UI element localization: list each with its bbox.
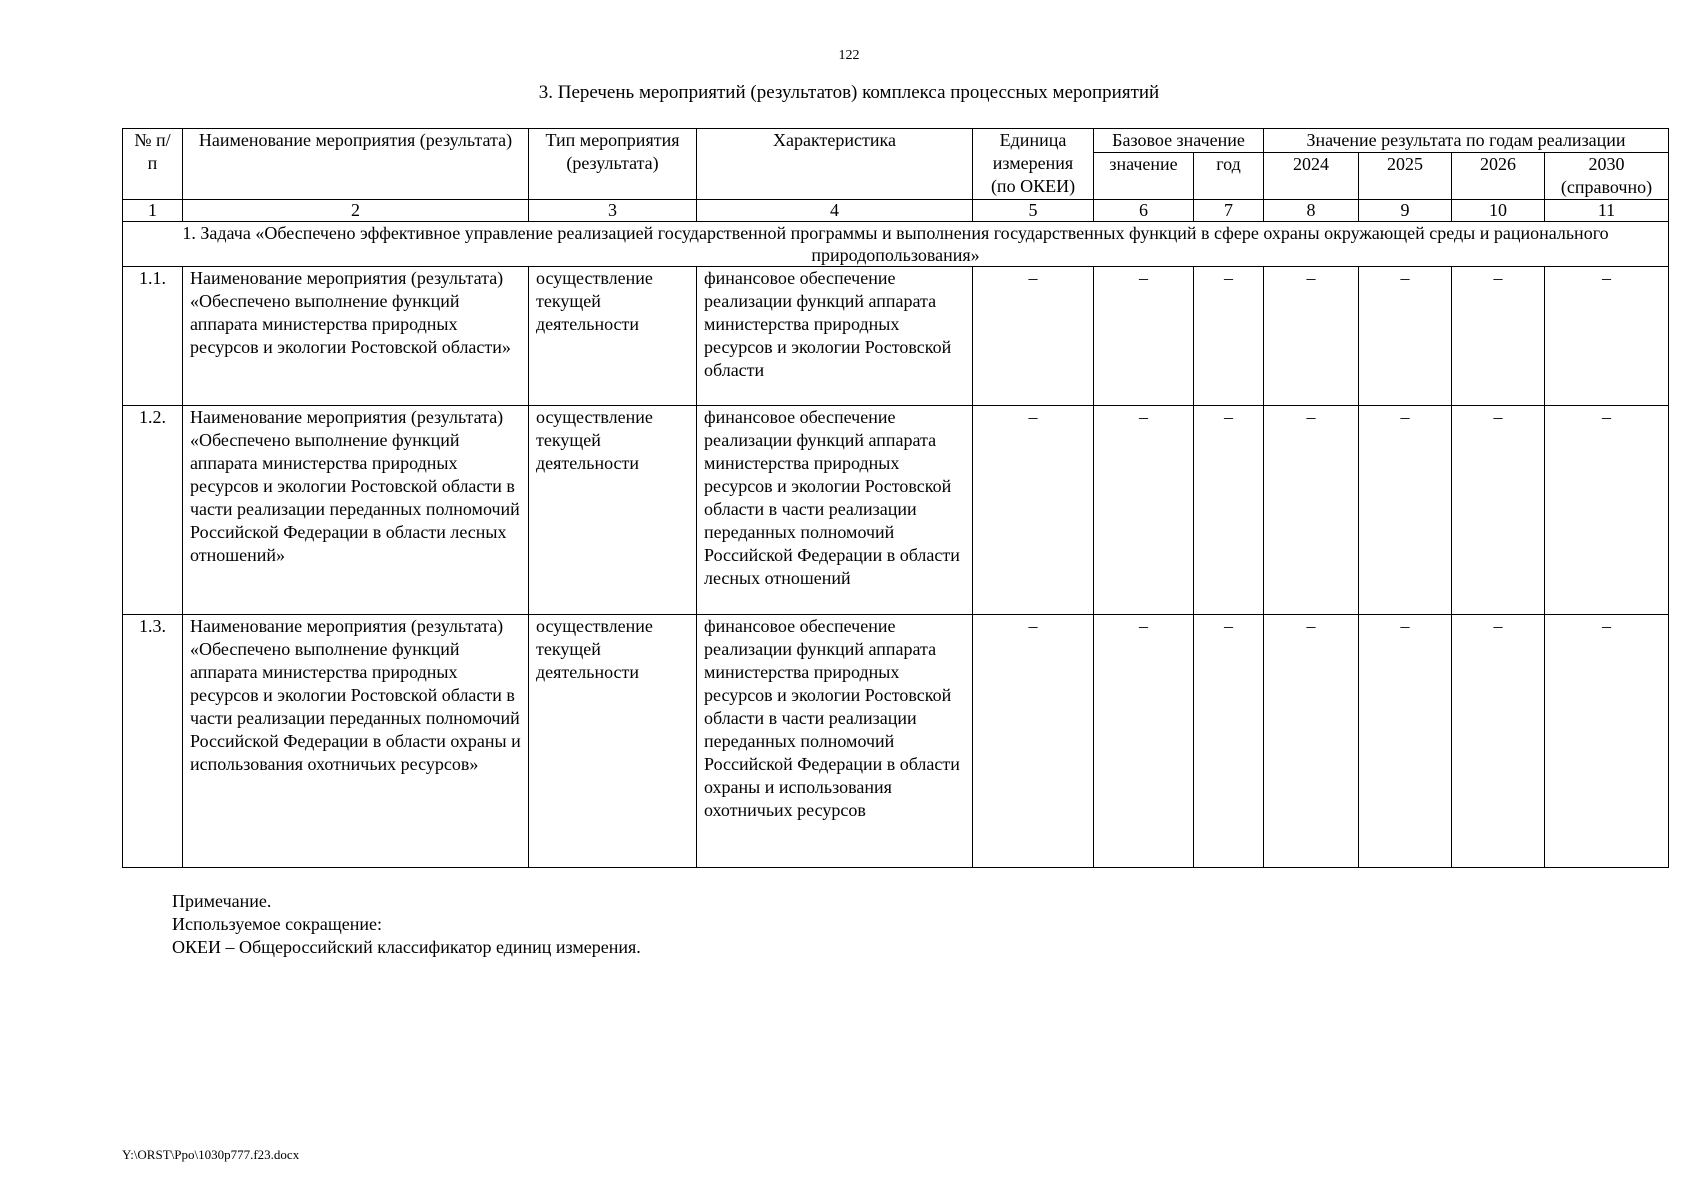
col-number: 1: [123, 200, 183, 222]
page-number: 122: [838, 48, 860, 63]
row-characteristic: финансовое обеспечение реализации функций аппарата министерства природных ресурсов и экологии Ростовской области в части реализации переданных полномочий Российской Федерации в области охраны и использования охотничьих ресурсов: [697, 615, 973, 868]
note-abbrev-label: Используемое сокращение:: [172, 914, 382, 934]
row-value: –: [973, 406, 1094, 615]
header-characteristic: Характеристика: [697, 129, 973, 200]
col-number: 10: [1452, 200, 1545, 222]
row-name: Наименование мероприятия (результата) «Обеспечено выполнение функций аппарата министерства природных ресурсов и экологии Ростовской области в части реализации переданных полномочий Российской Федерации в области охраны и использования охотничьих ресурсов»: [183, 615, 529, 868]
row-type: осуществление текущей деятельности: [529, 615, 697, 868]
header-base: Базовое значение: [1094, 129, 1264, 153]
row-number: 1.1.: [123, 267, 183, 406]
col-number: 6: [1094, 200, 1194, 222]
measures-table: [122, 128, 1669, 868]
header-name: Наименование мероприятия (результата): [183, 129, 529, 200]
header-year-2025: 2025: [1359, 153, 1452, 200]
row-value: –: [1452, 267, 1545, 406]
header-unit: Единица измерения (по ОКЕИ): [973, 129, 1094, 200]
row-value: –: [1194, 267, 1264, 406]
row-value: –: [1545, 406, 1669, 615]
header-year-2024: 2024: [1264, 153, 1359, 200]
row-value: –: [973, 615, 1094, 868]
row-type: осуществление текущей деятельности: [529, 267, 697, 406]
col-number: 11: [1545, 200, 1669, 222]
table-row: [123, 406, 1669, 615]
file-path-footer: Y:\ORST\Ppo\1030p777.f23.docx: [122, 1147, 300, 1162]
table-row: [123, 267, 1669, 406]
col-number: 2: [183, 200, 529, 222]
task-heading: 1. Задача «Обеспечено эффективное управление реализацией государственной программы и выполнения государственных функций в сфере охраны окружающей среды и рационального природопользования»: [123, 222, 1669, 267]
header-years-group: Значение результата по годам реализации: [1264, 129, 1669, 153]
row-value: –: [1094, 406, 1194, 615]
header-base-year: год: [1194, 153, 1264, 200]
col-number: 7: [1194, 200, 1264, 222]
header-num: № п/п: [123, 129, 183, 200]
header-type: Тип мероприятия (результата): [529, 129, 697, 200]
row-value: –: [1359, 406, 1452, 615]
col-number: 3: [529, 200, 697, 222]
col-number: 5: [973, 200, 1094, 222]
col-number: 4: [697, 200, 973, 222]
row-characteristic: финансовое обеспечение реализации функций аппарата министерства природных ресурсов и экологии Ростовской области: [697, 267, 973, 406]
row-number: 1.2.: [123, 406, 183, 615]
row-type: осуществление текущей деятельности: [529, 406, 697, 615]
row-value: –: [1094, 267, 1194, 406]
row-value: –: [1545, 267, 1669, 406]
table-row: [123, 615, 1669, 868]
note-title: Примечание.: [172, 891, 272, 911]
row-value: –: [1094, 615, 1194, 868]
row-value: –: [1194, 615, 1264, 868]
row-name: Наименование мероприятия (результата) «Обеспечено выполнение функций аппарата министерства природных ресурсов и экологии Ростовской области в части реализации переданных полномочий Российской Федерации в области лесных отношений»: [183, 406, 529, 615]
row-characteristic: финансовое обеспечение реализации функций аппарата министерства природных ресурсов и экологии Ростовской области в части реализации переданных полномочий Российской Федерации в области лесных отношений: [697, 406, 973, 615]
section-title: 3. Перечень мероприятий (результатов) комплекса процессных мероприятий: [538, 82, 1160, 103]
row-value: –: [1359, 267, 1452, 406]
row-value: –: [1359, 615, 1452, 868]
header-year-2026: 2026: [1452, 153, 1545, 200]
row-value: –: [1452, 615, 1545, 868]
row-value: –: [1194, 406, 1264, 615]
row-value: –: [1452, 406, 1545, 615]
note-block: [172, 890, 641, 959]
row-number: 1.3.: [123, 615, 183, 868]
row-value: –: [1264, 267, 1359, 406]
row-value: –: [973, 267, 1094, 406]
header-base-value: значение: [1094, 153, 1194, 200]
row-name: Наименование мероприятия (результата) «Обеспечено выполнение функций аппарата министерства природных ресурсов и экологии Ростовской области»: [183, 267, 529, 406]
col-number: 9: [1359, 200, 1452, 222]
row-value: –: [1264, 406, 1359, 615]
header-year-2030: 2030 (справочно): [1545, 153, 1669, 200]
note-abbrev-okei: ОКЕИ – Общероссийский классификатор единиц измерения.: [172, 937, 641, 957]
col-number: 8: [1264, 200, 1359, 222]
row-value: –: [1545, 615, 1669, 868]
column-number-row: [123, 200, 1669, 222]
row-value: –: [1264, 615, 1359, 868]
